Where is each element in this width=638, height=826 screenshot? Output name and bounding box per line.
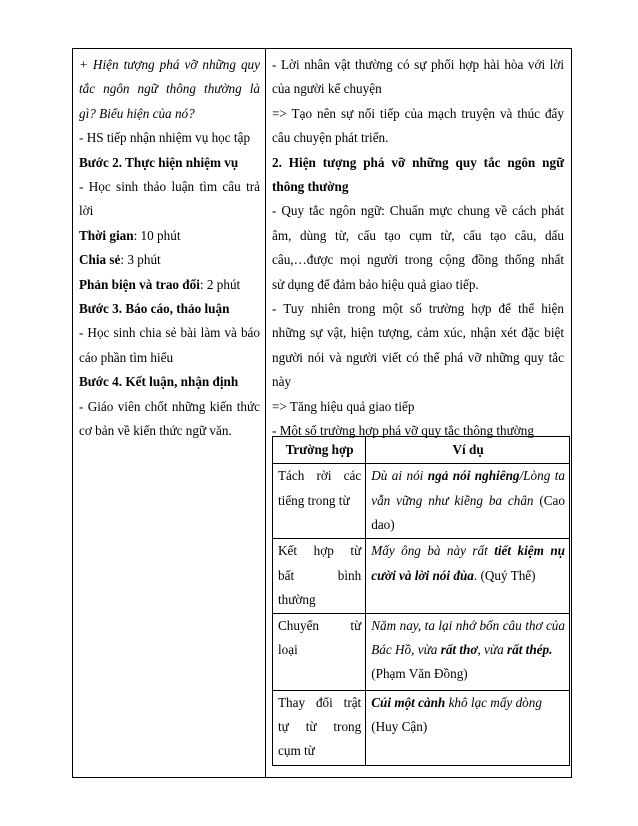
step-4-heading: Bước 4. Kết luận, nhận định (79, 374, 239, 390)
question-line-1: + Hiện tượng phá vỡ những quy (79, 57, 260, 72)
right-line-10: những sự vật, hiện tượng, cảm xúc, nhận xét đặc biệt (272, 325, 564, 341)
header-case: Trường hợp (273, 437, 366, 464)
case-line: bất bình (278, 567, 362, 583)
example-line (371, 638, 565, 662)
left-column (79, 53, 260, 444)
example-text: /Lòng ta (519, 468, 565, 484)
example-emphasis: cười và lời nói đùa (371, 567, 474, 583)
example-cell (366, 539, 570, 613)
example-source: (Huy Cận) (371, 719, 428, 735)
student-task-line: - HS tiếp nhận nhiệm vụ học tập (79, 130, 251, 146)
case-cell (273, 539, 366, 613)
right-line-3: => Tạo nên sự nối tiếp của mạch truyện và thúc đẩy (272, 105, 564, 121)
share-value: : 3 phút (120, 252, 161, 268)
table-header-row (273, 437, 570, 464)
step-2-heading: Bước 2. Thực hiện nhiệm vụ (79, 154, 239, 170)
right-line-1: - Lời nhân vật thường có sự phối hợp hài hòa với lời (272, 57, 564, 72)
case-line: Kết hợp từ (278, 543, 362, 559)
case-cell (273, 613, 366, 690)
example-cell (366, 690, 570, 765)
case-line: Chuyển từ (278, 617, 362, 633)
share-line (79, 248, 260, 272)
example-text: Dù ai nói (371, 468, 428, 484)
example-emphasis: ngả nói nghiêng (427, 468, 520, 484)
example-line (371, 489, 565, 513)
report-line-2: cáo phần tìm hiểu (79, 349, 174, 365)
document-page (72, 48, 572, 778)
example-line: dao) (371, 517, 395, 533)
example-text: , vừa (477, 642, 507, 658)
conclusion-line-2: cơ bản về kiến thức ngữ văn. (79, 423, 232, 439)
table-row (273, 690, 570, 765)
case-line: Tách rời các (278, 468, 362, 484)
example-source: . (Quý Thể) (473, 567, 536, 583)
example-line (371, 564, 565, 588)
section-2-heading-1: 2. Hiện tượng phá vỡ những quy tắc ngôn ngữ (272, 154, 564, 170)
example-emphasis: Cúi một cành (371, 694, 446, 710)
example-text: Mấy ông bà này rất (371, 543, 495, 559)
step-3-heading: Bước 3. Báo cáo, thảo luận (79, 301, 230, 317)
conclusion-line-1: - Giáo viên chốt những kiến thức (79, 398, 260, 414)
right-line-6: âm, dùng từ, cấu tạo cụm từ, cấu tạo câu, dấu (272, 227, 564, 243)
debate-label: Phản biện và trao đổi (79, 276, 200, 292)
section-2-heading-2: thông thường (272, 179, 349, 195)
column-divider (265, 48, 266, 778)
header-example: Ví dụ (366, 437, 570, 464)
time-label: Thời gian (79, 227, 134, 243)
question-line-3: gì? Biểu hiện của nó? (79, 105, 195, 121)
case-line: tự từ trong (278, 719, 362, 735)
example-emphasis: tiết kiệm nụ (494, 543, 565, 559)
right-column (272, 53, 564, 444)
example-cell (366, 464, 570, 539)
table-row (273, 464, 570, 539)
example-emphasis: rất thơ (440, 642, 478, 658)
right-line-2: của người kể chuyện (272, 81, 382, 97)
example-source: (Cao (533, 492, 565, 508)
debate-line (79, 273, 260, 297)
right-line-13: => Tăng hiệu quả giao tiếp (272, 398, 415, 414)
case-cell (273, 464, 366, 539)
case-line: loại (278, 642, 298, 658)
right-line-9: - Tuy nhiên trong một số trường hợp để thể hiện (272, 301, 564, 317)
case-line: tiếng trong từ (278, 492, 350, 508)
right-line-11: người nói và người viết có thể phá vỡ những quy tắc (272, 349, 564, 365)
example-emphasis: rất thép. (506, 642, 553, 658)
question-line-2: tắc ngôn ngữ thông thường là (79, 81, 260, 97)
right-line-7: câu,…được mọi người trong cộng đồng thống nhất (272, 252, 564, 268)
right-line-12: này (272, 374, 292, 390)
example-cell (366, 613, 570, 690)
right-line-8: sử dụng để đảm bảo hiệu quả giao tiếp. (272, 276, 479, 292)
case-cell (273, 690, 366, 765)
example-line: Năm nay, ta lại nhớ bốn câu thơ của (371, 617, 565, 633)
example-line (371, 539, 565, 563)
table-row (273, 539, 570, 613)
table-row (273, 613, 570, 690)
discussion-line-1: - Học sinh thảo luận tìm câu trả (79, 179, 260, 195)
example-text: Bác Hồ, vừa (371, 642, 441, 658)
time-line (79, 224, 260, 248)
time-value: : 10 phút (133, 227, 181, 243)
case-line: Thay đổi trật (278, 694, 362, 710)
cases-table (272, 436, 570, 766)
discussion-line-2: lời (79, 203, 94, 219)
debate-value: : 2 phút (199, 276, 241, 292)
report-line-1: - Học sinh chia sẻ bài làm và báo (79, 325, 260, 341)
example-line (371, 691, 565, 715)
example-text: khô lạc mấy dòng (445, 694, 542, 710)
example-line (371, 464, 565, 488)
right-line-4: câu chuyện phát triển. (272, 130, 389, 146)
example-source: (Phạm Văn Đồng) (371, 666, 468, 682)
example-text: vẫn vững như kiềng ba chân (371, 492, 534, 508)
case-line: thường (278, 592, 316, 608)
case-line: cụm từ (278, 743, 315, 759)
right-line-14: - Một số trường hợp phá vỡ quy tắc thông thường (272, 423, 534, 439)
right-line-5: - Quy tắc ngôn ngữ: Chuẩn mực chung về cách phát (272, 203, 564, 219)
share-label: Chia sẻ (79, 252, 121, 268)
